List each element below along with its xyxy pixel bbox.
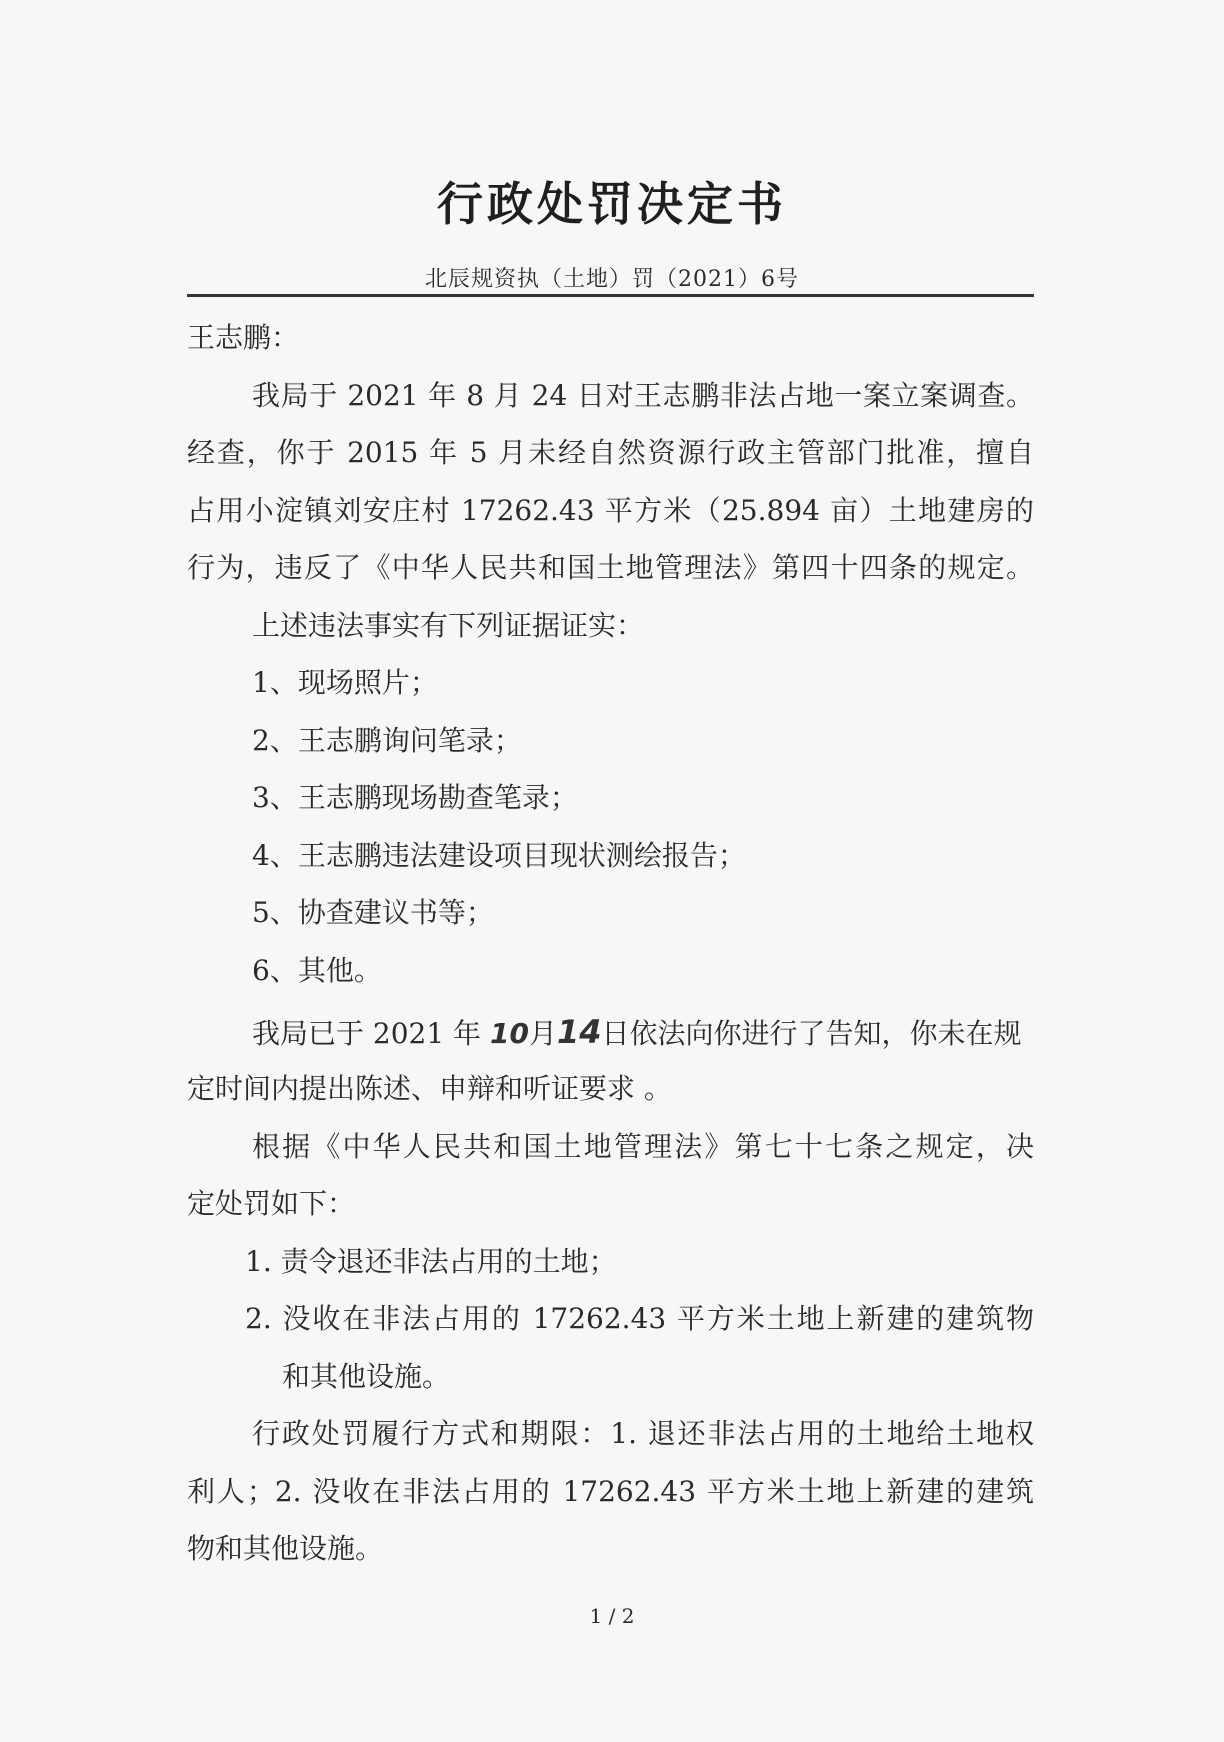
execution-line: 行政处罚履行方式和期限：1. 退还非法占用的土地给土地权	[252, 1417, 1034, 1450]
addressee: 王志鹏：	[187, 321, 300, 354]
paragraph-line: 我局于 2021 年 8 月 24 日对王志鹏非法占地一案立案调查。	[252, 379, 1034, 412]
paragraph-line: 占用小淀镇刘安庄村 17262.43 平方米（25.894 亩）土地建房的	[187, 494, 1034, 527]
execution-line: 物和其他设施。	[187, 1532, 384, 1565]
month-unit: 月	[528, 1017, 557, 1050]
evidence-item: 4、王志鹏违法建设项目现状测绘报告；	[252, 839, 746, 872]
execution-line: 利人；2. 没收在非法占用的 17262.43 平方米土地上新建的建筑	[187, 1475, 1034, 1508]
page-number: 1 / 2	[589, 1604, 635, 1628]
decision-item-cont: 和其他设施。	[282, 1360, 451, 1393]
notice-line-2: 定时间内提出陈述、申辩和听证要求 。	[187, 1072, 672, 1105]
notice-prefix: 我局已于 2021 年	[252, 1017, 482, 1050]
evidence-item: 3、王志鹏现场勘查笔录；	[252, 781, 578, 814]
evidence-item: 1、现场照片；	[252, 666, 438, 699]
document-title: 行政处罚决定书	[437, 177, 787, 231]
basis-line: 根据《中华人民共和国土地管理法》第七十七条之规定，决	[252, 1130, 1034, 1163]
notice-suffix: 日依法向你进行了告知，你未在规	[601, 1017, 1022, 1050]
basis-line: 定处罚如下：	[187, 1187, 356, 1220]
evidence-item: 6、其他。	[252, 954, 382, 987]
handwritten-day: 14	[556, 1013, 602, 1051]
decision-item: 2. 没收在非法占用的 17262.43 平方米土地上新建的建筑物	[245, 1302, 1034, 1335]
evidence-item: 2、王志鹏询问笔录；	[252, 724, 522, 757]
decision-item: 1. 责令退还非法占用的土地；	[245, 1245, 617, 1278]
evidence-intro: 上述违法事实有下列证据证实：	[252, 609, 645, 642]
evidence-item: 5、协查建议书等；	[252, 896, 494, 929]
paragraph-line: 经查，你于 2015 年 5 月未经自然资源行政主管部门批准，擅自	[187, 436, 1034, 469]
header-rule	[187, 294, 1034, 297]
handwritten-month: 10	[489, 1017, 529, 1050]
document-number: 北辰规资执（土地）罚（2021）6号	[425, 267, 799, 292]
paragraph-line: 行为，违反了《中华人民共和国土地管理法》第四十四条的规定。	[187, 551, 1034, 584]
notice-line	[252, 1012, 1022, 1054]
